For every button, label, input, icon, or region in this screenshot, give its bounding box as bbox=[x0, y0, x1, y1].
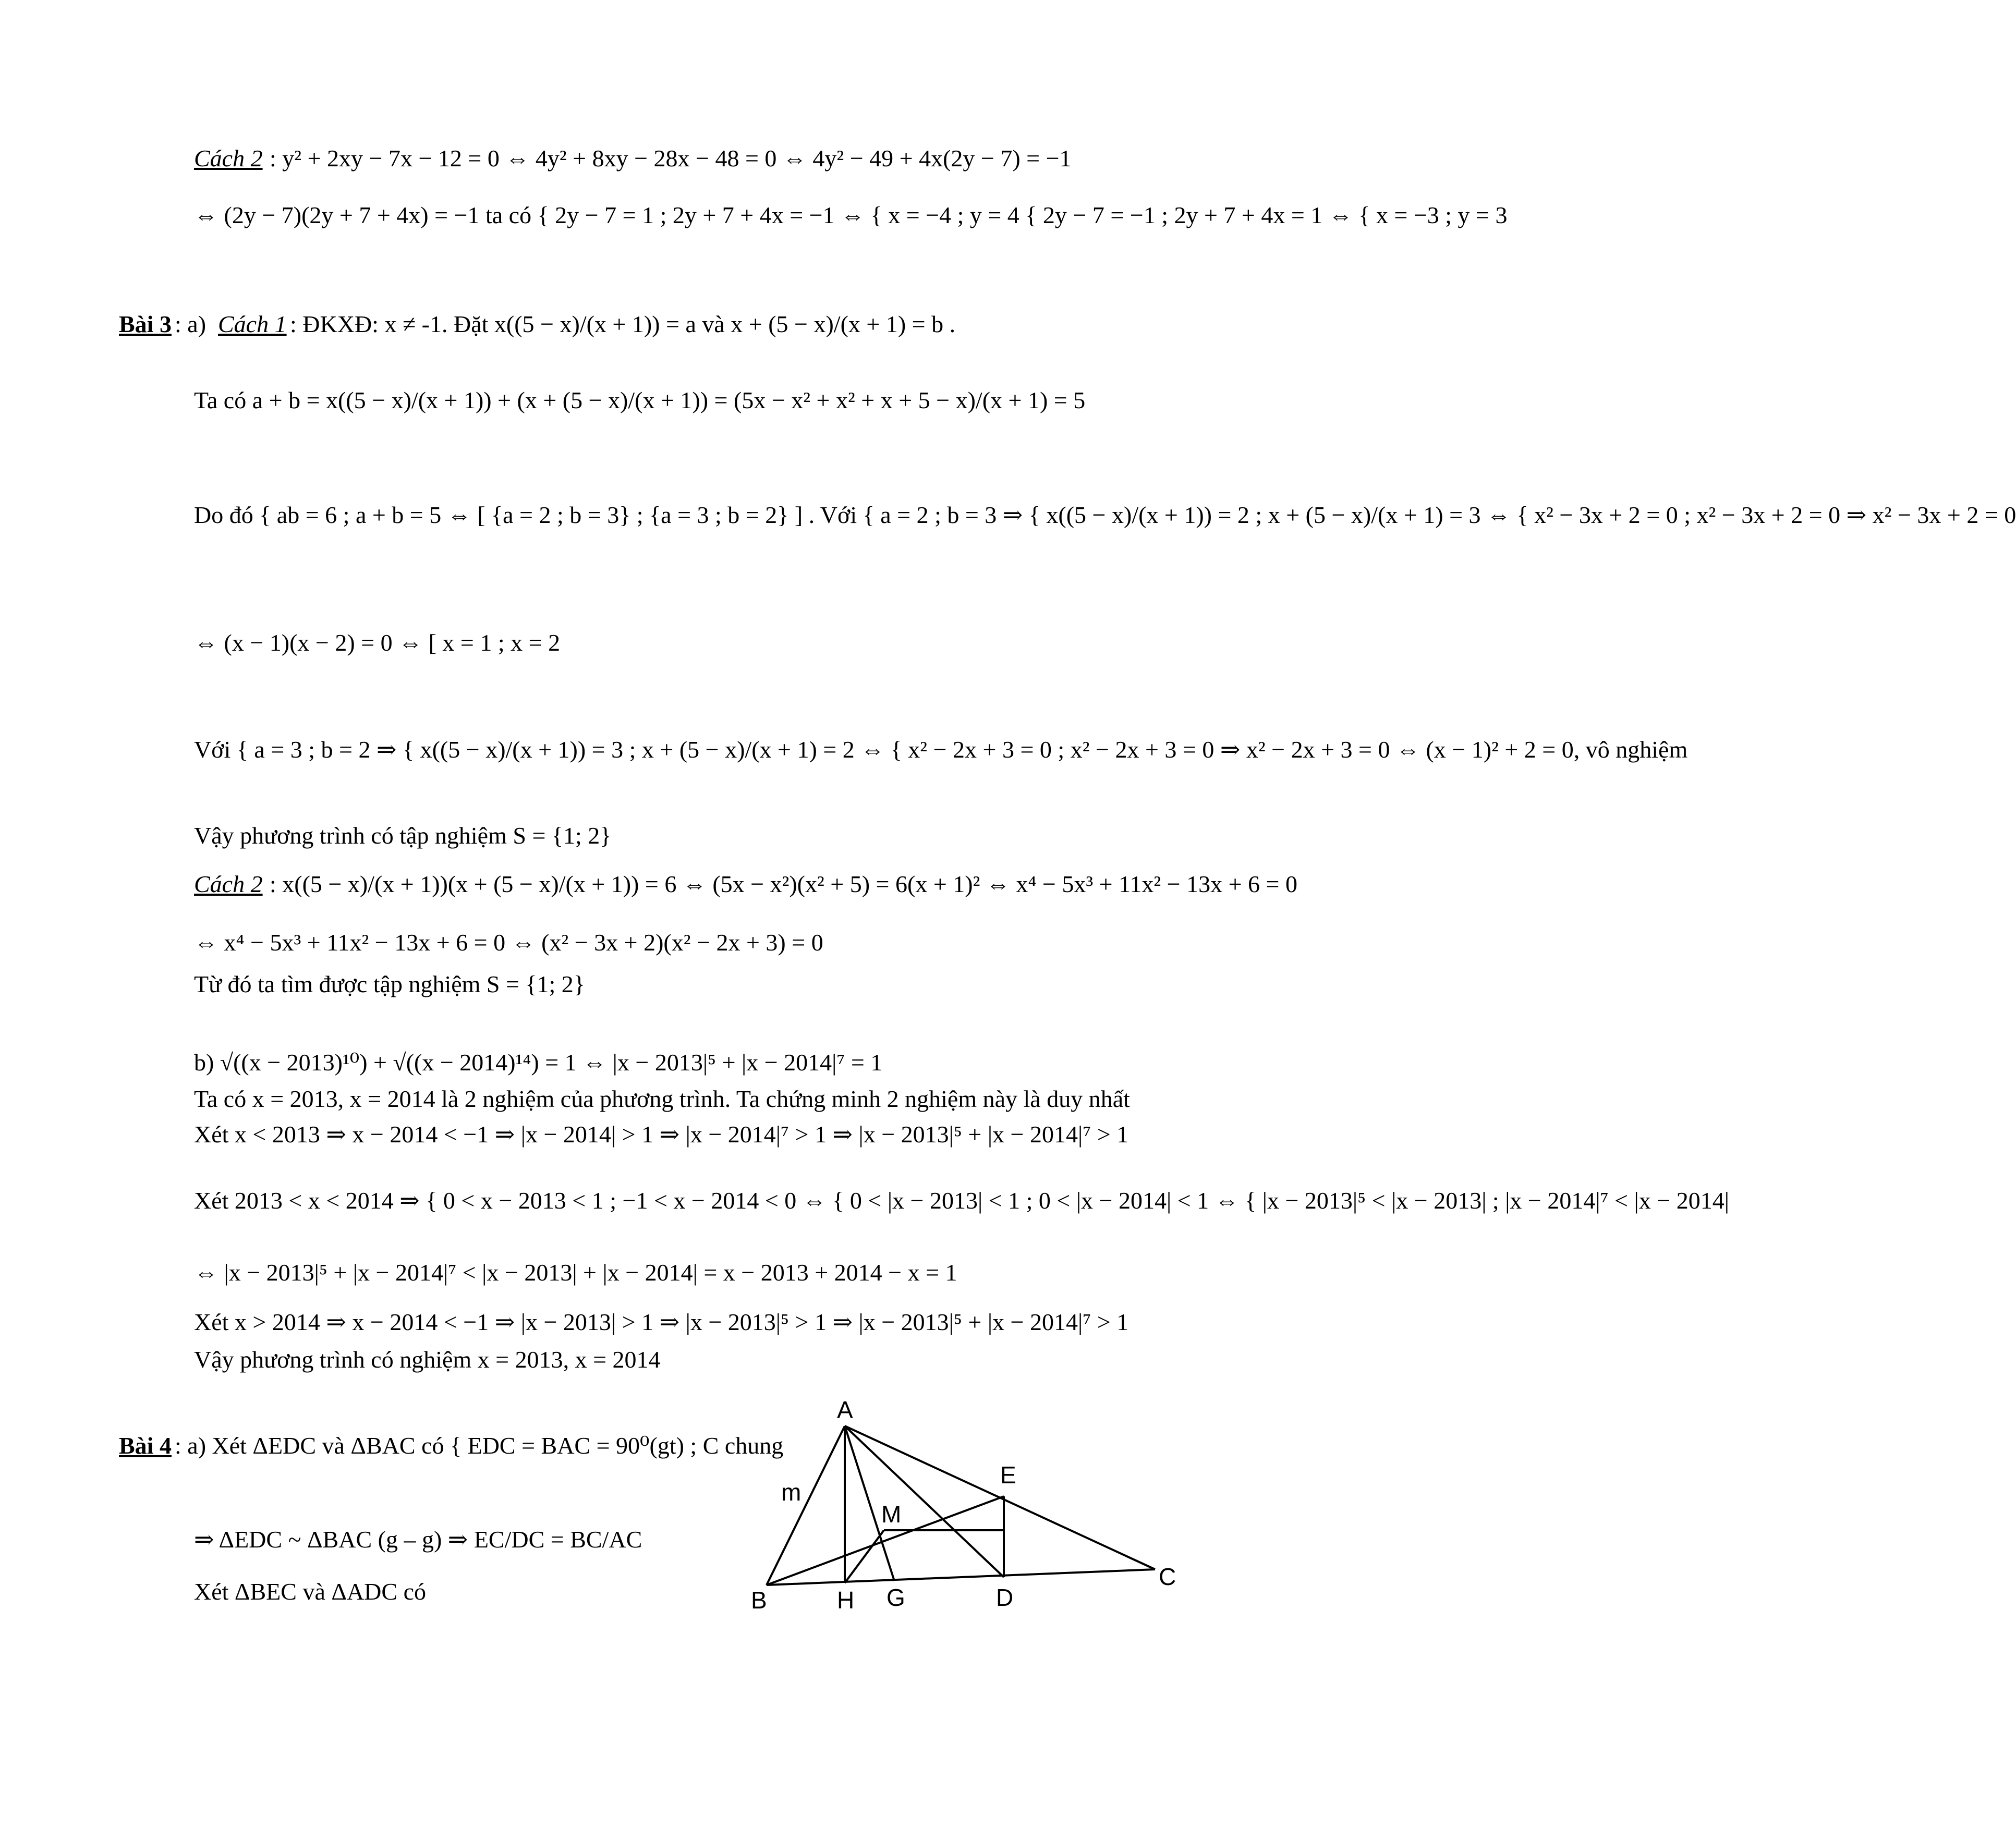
point-label-h: H bbox=[837, 1587, 855, 1614]
text-line-b3-xet2: Xét 2013 < x < 2014 ⇒ { 0 < x − 2013 < 1 ; −1 < x − 2014 < 0 ⇔ { 0 < |x − 2013| < 1 ; 0 < |x − 2014| < 1 ⇔ { |x − 2013|⁵ < |x − 2013| ; |x − 2014|⁷ < |x − 2014| bbox=[194, 1187, 1729, 1214]
text-line-c2-eq1: : y² + 2xy − 7x − 12 = 0 ⇔ 4y² + 8xy − 28x − 48 = 0 ⇔ 4y² − 49 + 4x(2y − 7) = −1 bbox=[270, 145, 1072, 172]
text-line-b4-suy: ⇒ ΔEDC ~ ΔBAC (g – g) ⇒ EC/DC = BC/AC bbox=[194, 1526, 642, 1553]
text-line-b3-vay: Vậy phương trình có tập nghiệm S = {1; 2} bbox=[194, 822, 612, 849]
text-line-b3-a: : a) bbox=[175, 311, 207, 337]
point-label-a: A bbox=[837, 1396, 853, 1423]
point-label-m: M bbox=[881, 1501, 902, 1528]
segment-mh bbox=[845, 1530, 884, 1583]
text-line-b3-dodo: Do đó { ab = 6 ; a + b = 5 ⇔ [ {a = 2 ; b = 3} ; {a = 3 ; b = 2} ] . Với { a = 2 ; b = 3 ⇒ { x((5 − x)/(x + 1)) = 2 ; x + (5 − x)/(x + 1) = 3 ⇔ { x² − 3x + 2 = 0 ; x² − 3x + 2 = 0 ⇒ x² − 3x + 2 = 0 bbox=[194, 502, 2016, 528]
text-line-b3-dk: : ĐKXĐ: x ≠ -1. Đặt x((5 − x)/(x + 1)) = a và x + (5 − x)/(x + 1) = b . bbox=[290, 311, 956, 337]
point-label-d: D bbox=[996, 1584, 1014, 1611]
text-line-b3-tudo: Từ đó ta tìm được tập nghiệm S = {1; 2} bbox=[194, 971, 585, 997]
text-line-b3-xet2b: ⇔ |x − 2013|⁵ + |x − 2014|⁷ < |x − 2013| + |x − 2014| = x − 2013 + 2014 − x = 1 bbox=[194, 1259, 957, 1286]
text-line-b3-title: Bài 3 bbox=[119, 311, 172, 337]
text-line-b3-xet3: Xét x > 2014 ⇒ x − 2014 < −1 ⇒ |x − 2013| > 1 ⇒ |x − 2013|⁵ > 1 ⇒ |x − 2013|⁵ + |x − 2014|⁷ > 1 bbox=[194, 1309, 1129, 1335]
text-line-b4-xet: Xét ΔBEC và ΔADC có bbox=[194, 1578, 426, 1605]
text-line-b4-title: Bài 4 bbox=[119, 1432, 172, 1459]
text-line-b3-b: b) √((x − 2013)¹⁰) + √((x − 2014)¹⁴) = 1 ⇔ |x − 2013|⁵ + |x − 2014|⁷ = 1 bbox=[194, 1049, 883, 1076]
text-line-b3-taco: Ta có a + b = x((5 − x)/(x + 1)) + (x + (5 − x)/(x + 1)) = (5x − x² + x² + x + 5 − x)/(x + 1) = 5 bbox=[194, 387, 1086, 413]
text-line-b3-fac: ⇔ (x − 1)(x − 2) = 0 ⇔ [ x = 1 ; x = 2 bbox=[194, 629, 561, 656]
text-line-b3-ketluan: Vậy phương trình có nghiệm x = 2013, x = 2014 bbox=[194, 1346, 661, 1373]
text-line-b3-voi: Với { a = 3 ; b = 2 ⇒ { x((5 − x)/(x + 1)) = 3 ; x + (5 − x)/(x + 1) = 2 ⇔ { x² − 2x + 3 = 0 ; x² − 2x + 3 = 0 ⇒ x² − 2x + 3 = 0 ⇔ (x − 1)² + 2 = 0, vô nghiệm bbox=[194, 736, 1688, 763]
point-label-b: B bbox=[751, 1587, 767, 1614]
text-line-b3-c2eq2: ⇔ x⁴ − 5x³ + 11x² − 13x + 6 = 0 ⇔ (x² − 3x + 2)(x² − 2x + 3) = 0 bbox=[194, 929, 823, 956]
text-line-b3-c1: Cách 1 bbox=[218, 311, 287, 337]
text-line-b4-a: : a) Xét ΔEDC và ΔBAC có { EDC = BAC = 90⁰(gt) ; C chung bbox=[175, 1432, 784, 1459]
point-label-g: G bbox=[886, 1584, 905, 1611]
text-line-b3-c2: Cách 2 bbox=[194, 871, 263, 897]
text-line-b3-taco2: Ta có x = 2013, x = 2014 là 2 nghiệm của phương trình. Ta chứng minh 2 nghiệm này là duy nhất bbox=[194, 1086, 1130, 1112]
text-line-c2-eq2: ⇔ (2y − 7)(2y + 7 + 4x) = −1 ta có { 2y − 7 = 1 ; 2y + 7 + 4x = −1 ⇔ { x = −4 ; y = 4 { 2y − 7 = −1 ; 2y + 7 + 4x = 1 ⇔ { x = −3 ; y = 3 bbox=[194, 202, 1508, 228]
line-label-m: m bbox=[781, 1479, 801, 1506]
point-label-c: C bbox=[1159, 1563, 1176, 1590]
text-line-c2-label: Cách 2 bbox=[194, 145, 263, 172]
text-line-b3-xet1: Xét x < 2013 ⇒ x − 2014 < −1 ⇒ |x − 2014| > 1 ⇒ |x − 2014|⁷ > 1 ⇒ |x − 2013|⁵ + |x − 2014|⁷ > 1 bbox=[194, 1121, 1129, 1148]
text-line-b3-c2eq: : x((5 − x)/(x + 1))(x + (5 − x)/(x + 1)) = 6 ⇔ (5x − x²)(x² + 5) = 6(x + 1)² ⇔ x⁴ − 5x³ + 11x² − 13x + 6 = 0 bbox=[270, 871, 1297, 897]
point-label-e: E bbox=[1000, 1461, 1016, 1489]
segment-bc bbox=[767, 1569, 1155, 1585]
